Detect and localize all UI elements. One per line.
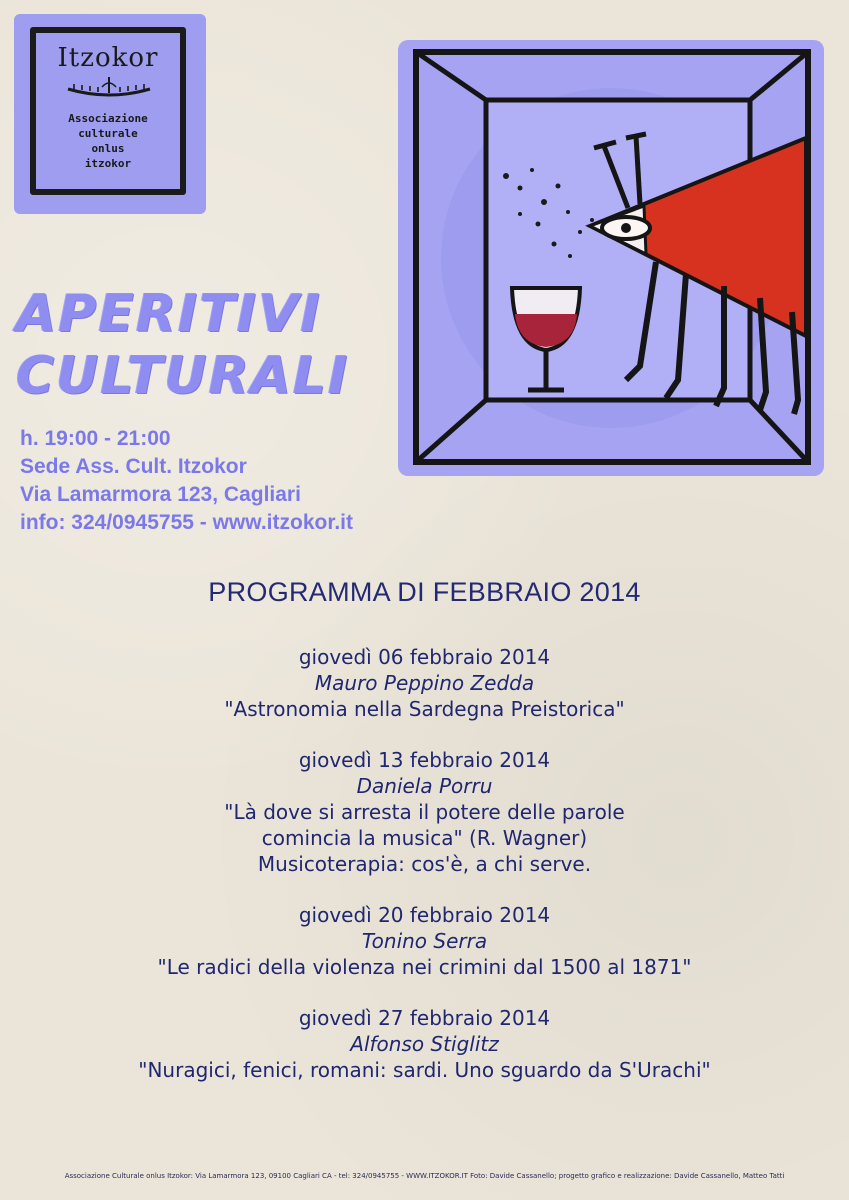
- itzokor-logo: [14, 14, 206, 214]
- event-info: [20, 425, 353, 537]
- footer-credits: Associazione Culturale onlus Itzokor: Via Lamarmora 123, 09100 Cagliari CA - tel: 324/0945755 - WWW.ITZOKOR.IT Foto: Davide Cassanello; progetto grafico e realizzazione: Davide Cassanello, Matteo Tatti: [64, 1172, 785, 1180]
- event-topic: "Nuragici, fenici, romani: sardi. Uno sguardo da S'Urachi": [138, 1058, 711, 1082]
- event-topic: "Là dove si arresta il potere delle parole: [224, 800, 625, 824]
- event-item: [0, 902, 849, 980]
- event-speaker: Daniela Porru: [356, 774, 493, 798]
- event-speaker: Tonino Serra: [361, 929, 488, 953]
- logo-line: itzokor: [84, 157, 132, 170]
- logo-line: onlus: [91, 142, 125, 155]
- event-date: giovedì 06 febbraio 2014: [298, 645, 551, 669]
- logo-frame: [30, 27, 186, 195]
- event-topic: "Le radici della violenza nei crimini dal 1500 al 1871": [157, 955, 692, 979]
- headline-line: APERITIVI: [16, 284, 322, 344]
- event-date: giovedì 27 febbraio 2014: [298, 1006, 551, 1030]
- event-hours: h. 19:00 - 21:00: [20, 427, 171, 450]
- logo-line: culturale: [78, 127, 138, 140]
- event-address: Via Lamarmora 123, Cagliari: [20, 483, 301, 506]
- event-topic: "Astronomia nella Sardegna Preistorica": [224, 697, 625, 721]
- logo-subtitle: [36, 111, 180, 171]
- event-topic: Musicoterapia: cos'è, a chi serve.: [257, 852, 592, 876]
- event-speaker: Mauro Peppino Zedda: [314, 671, 535, 695]
- program-title: PROGRAMMA DI FEBBRAIO 2014: [208, 577, 641, 607]
- event-date: giovedì 13 febbraio 2014: [298, 748, 551, 772]
- logo-line: Associazione: [68, 112, 148, 125]
- event-list: [0, 644, 849, 1108]
- boat-icon: [64, 75, 154, 101]
- headline-line: CULTURALI: [16, 346, 350, 406]
- event-contact: info: 324/0945755 - www.itzokor.it: [20, 511, 353, 534]
- event-series-title: [16, 283, 396, 407]
- event-item: [0, 1005, 849, 1083]
- event-speaker: Alfonso Stiglitz: [350, 1032, 499, 1056]
- graffiti-artwork: [394, 36, 828, 480]
- event-item: [0, 644, 849, 722]
- event-item: [0, 747, 849, 877]
- logo-title: Itzokor: [57, 43, 159, 73]
- event-venue: Sede Ass. Cult. Itzokor: [20, 455, 247, 478]
- event-date: giovedì 20 febbraio 2014: [298, 903, 551, 927]
- event-topic: comincia la musica" (R. Wagner): [261, 826, 588, 850]
